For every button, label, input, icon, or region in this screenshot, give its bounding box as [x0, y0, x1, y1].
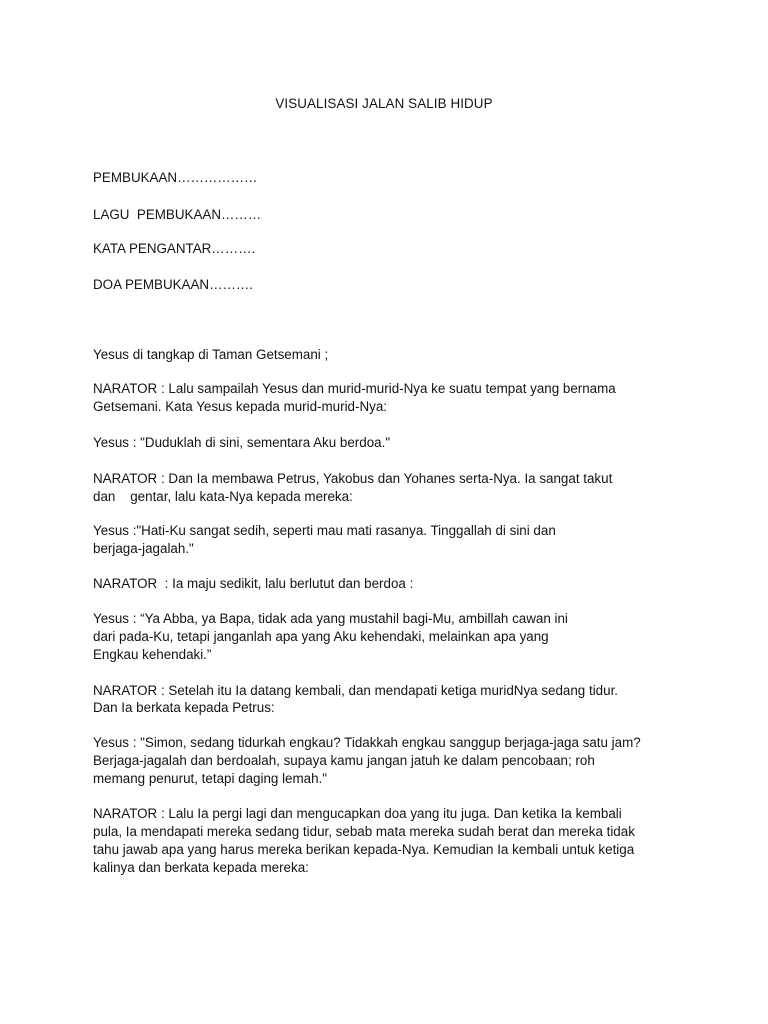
paragraph-line: dan gentar, lalu kata-Nya kepada mereka: — [93, 489, 353, 504]
paragraph-line: Yesus : "Duduklah di sini, sementara Aku berdoa." — [93, 435, 391, 450]
paragraph-line: Dan Ia berkata kepada Petrus: — [93, 700, 275, 715]
paragraph-line: kalinya dan berkata kepada mereka: — [93, 860, 309, 875]
paragraph-line: tahu jawab apa yang harus mereka berikan kepada-Nya. Kemudian Ia kembali untuk ketiga — [93, 842, 635, 857]
paragraph-line: pula, Ia mendapati mereka sedang tidur, sebab mata mereka sudah berat dan mereka tidak — [93, 824, 635, 839]
scene-heading: Yesus di tangkap di Taman Getsemani ; — [93, 347, 329, 362]
paragraph-line: NARATOR : Dan Ia membawa Petrus, Yakobus dan Yohanes serta-Nya. Ia sangat takut — [93, 471, 613, 486]
paragraph-line: NARATOR : Lalu Ia pergi lagi dan mengucapkan doa yang itu juga. Dan ketika Ia kembali — [93, 806, 622, 821]
paragraph-line: dari pada-Ku, tetapi janganlah apa yang Aku kehendaki, melainkan apa yang — [93, 629, 549, 644]
opening-item-lagu-pembukaan: LAGU PEMBUKAAN……… — [93, 207, 262, 222]
paragraph-line: memang penurut, tetapi daging lemah." — [93, 771, 328, 786]
paragraph-line: Berjaga-jagalah dan berdoalah, supaya kamu jangan jatuh ke dalam pencobaan; roh — [93, 753, 595, 768]
document-title: VISUALISASI JALAN SALIB HIDUP — [275, 96, 493, 111]
opening-item-pembukaan: PEMBUKAAN……………… — [93, 170, 258, 185]
paragraph-line: Yesus : "Simon, sedang tidurkah engkau? Tidakkah engkau sanggup berjaga-jaga satu jam? — [93, 735, 641, 750]
paragraph-line: NARATOR : Lalu sampailah Yesus dan murid-murid-Nya ke suatu tempat yang bernama — [93, 381, 616, 396]
paragraph-line: NARATOR : Ia maju sedikit, lalu berlutut dan berdoa : — [93, 576, 414, 591]
paragraph-line: NARATOR : Setelah itu Ia datang kembali, dan mendapati ketiga muridNya sedang tidur. — [93, 683, 619, 698]
paragraph-line: Engkau kehendaki.” — [93, 647, 212, 662]
paragraph-line: Yesus : “Ya Abba, ya Bapa, tidak ada yang mustahil bagi-Mu, ambillah cawan ini — [93, 611, 568, 626]
opening-item-kata-pengantar: KATA PENGANTAR………. — [93, 241, 256, 256]
paragraph-line: Getsemani. Kata Yesus kepada murid-murid-Nya: — [93, 399, 387, 414]
opening-item-doa-pembukaan: DOA PEMBUKAAN………. — [93, 277, 253, 292]
paragraph-line: Yesus :"Hati-Ku sangat sedih, seperti mau mati rasanya. Tinggallah di sini dan — [93, 523, 556, 538]
paragraph-line: berjaga-jagalah." — [93, 541, 194, 556]
